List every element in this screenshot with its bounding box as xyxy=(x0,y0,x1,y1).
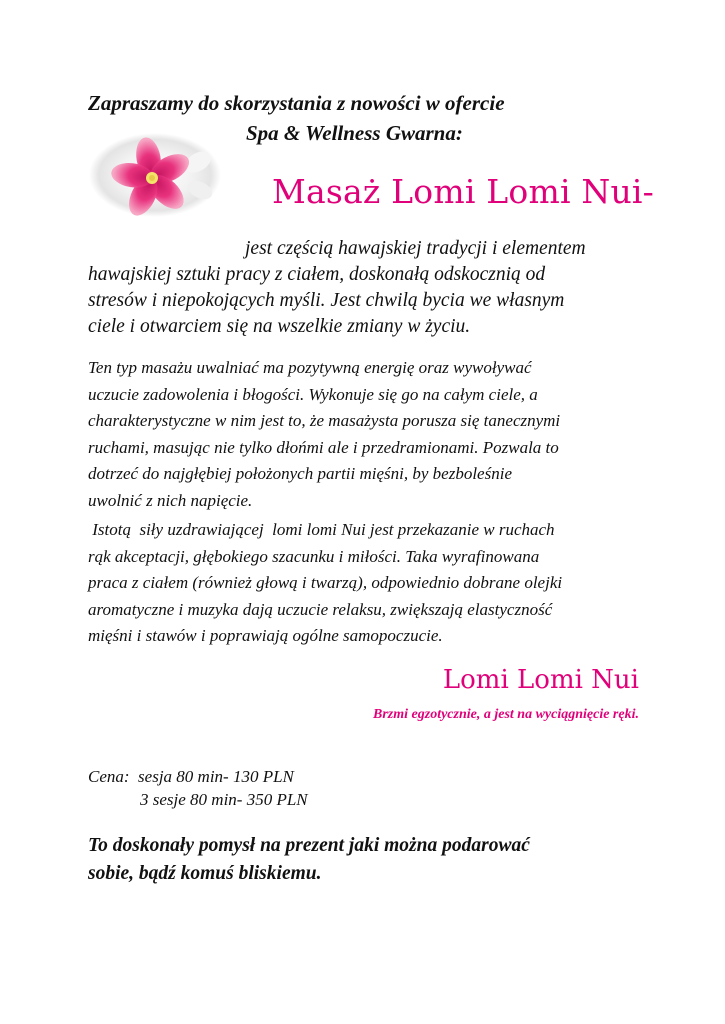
intro-line-2: Spa & Wellness Gwarna: xyxy=(246,121,463,145)
paragraph-line: ruchami, masując nie tylko dłońmi ale i przedramionami. Pozwala to xyxy=(88,437,559,457)
closing-line-1: To doskonały pomysł na prezent jaki można podarować xyxy=(88,835,530,856)
plumeria-flower-icon xyxy=(88,132,222,218)
price-row-package: 3 sesje 80 min- 350 PLN xyxy=(140,790,308,809)
paragraph-line: dotrzeć do najgłębiej położonych partii mięśni, by bezboleśnie xyxy=(88,464,512,483)
closing-line-2: sobie, bądź komuś bliskiemu. xyxy=(88,863,322,884)
paragraph-line: rąk akceptacji, głębokiego szacunku i miłości. Taka wyrafinowana xyxy=(88,546,540,566)
paragraph-line: mięśni i stawów i poprawiają ogólne samopoczucie. xyxy=(88,626,443,645)
description-paragraph-2 xyxy=(88,517,648,650)
intro-line-1: Zapraszamy do skorzystania z nowości w ofercie xyxy=(88,91,505,115)
paragraph-line: charakterystyczne w nim jest to, że masażysta porusza się tanecznymi xyxy=(88,411,561,430)
lead-line: hawajskiej sztuki pracy z ciałem, doskonałą odskocznią od xyxy=(88,264,546,285)
main-title: Masaż Lomi Lomi Nui- xyxy=(272,172,655,211)
paragraph-line: Ten typ masażu uwalniać ma pozytywną energię oraz wywoływać xyxy=(88,358,532,377)
paragraph-line: praca z ciałem (również głową i twarzą), odpowiednio dobrane olejki xyxy=(88,573,563,592)
paragraph-line: uwolnić z nich napięcie. xyxy=(88,490,253,510)
price-list xyxy=(88,765,308,811)
paragraph-line: aromatyczne i muzyka dają uczucie relaksu, zwiększają elastyczność xyxy=(88,599,553,619)
lead-line: stresów i niepokojących myśli. Jest chwilą bycia we własnym xyxy=(88,290,565,311)
price-row-single: Cena: sesja 80 min- 130 PLN xyxy=(88,767,294,786)
lead-line: jest częścią hawajskiej tradycji i elementem xyxy=(245,238,586,259)
lomi-lomi-nui-subtitle: Brzmi egzotycznie, a jest na wyciągnięcie ręki. xyxy=(373,707,639,722)
paragraph-line: Istotą siły uzdrawiającej lomi lomi Nui jest przekazanie w ruchach xyxy=(88,520,555,539)
lead-paragraph xyxy=(88,236,648,340)
closing-statement xyxy=(88,832,648,888)
lead-line: ciele i otwarciem się na wszelkie zmiany w życiu. xyxy=(88,316,471,337)
paragraph-line: uczucie zadowolenia i błogości. Wykonuje się go na całym ciele, a xyxy=(88,384,538,404)
lomi-lomi-nui-title: Lomi Lomi Nui xyxy=(442,665,639,695)
description-paragraph-1 xyxy=(88,355,648,514)
